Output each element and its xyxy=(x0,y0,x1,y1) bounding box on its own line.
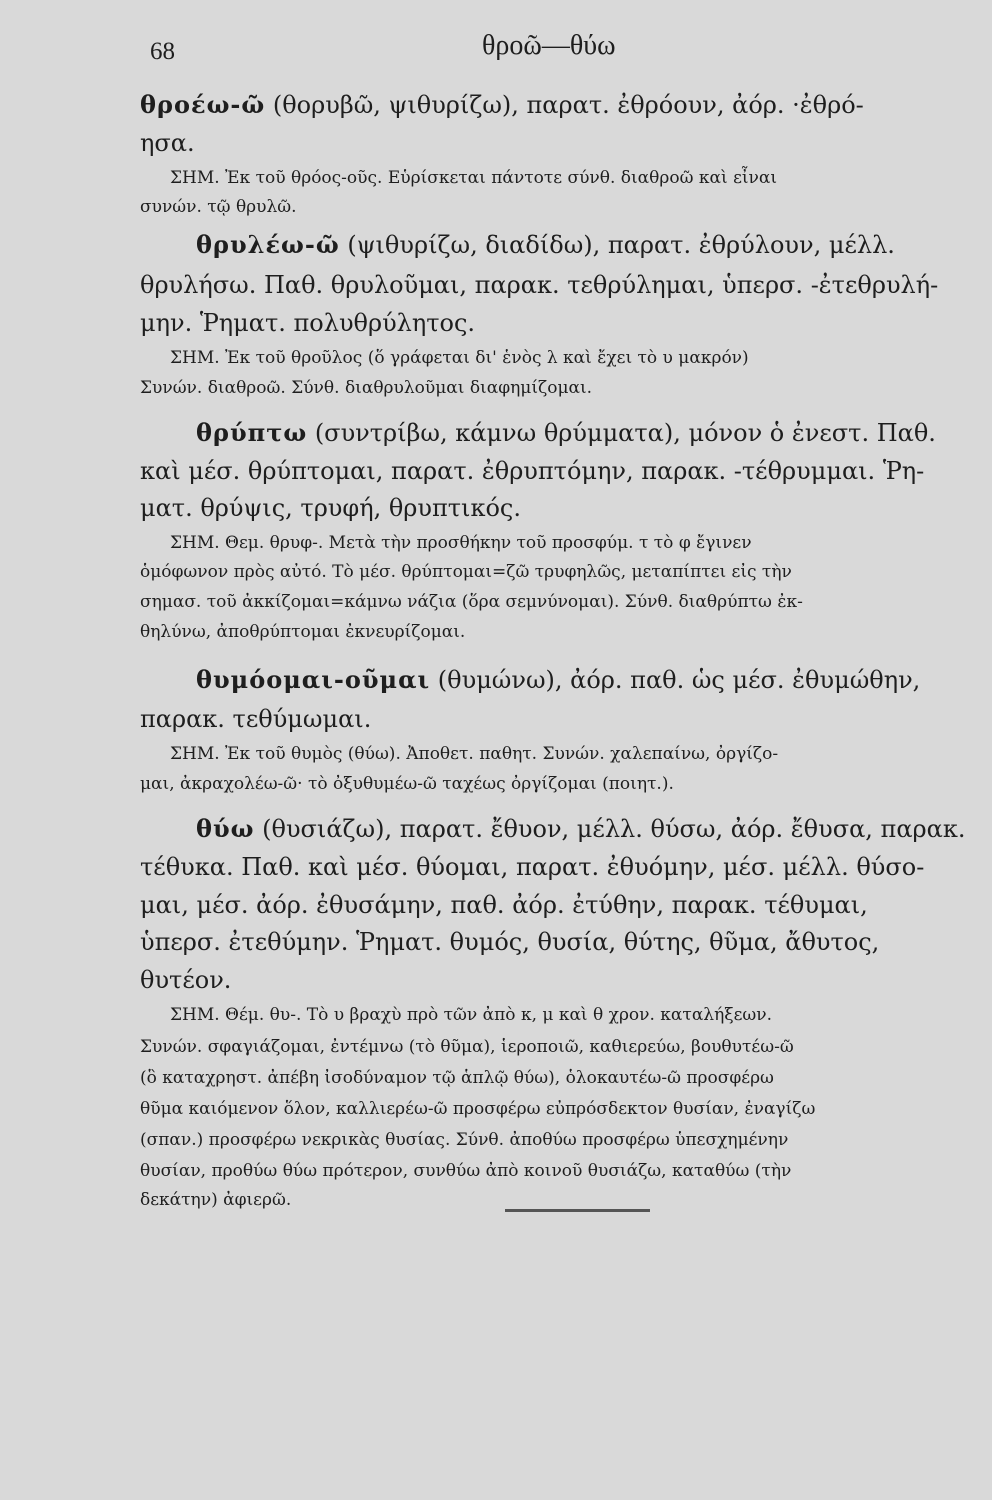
entry-text: καὶ μέσ. θρύπτομαι, παρατ. ἐθρυπτόμην, παρακ. -τέθρυμμαι. Ῥη- xyxy=(140,457,925,485)
entry-text: (ψιθυρίζω, διαδίδω), παρατ. ἐθρύλουν, μέλλ. xyxy=(339,231,895,259)
note-line: ΣΗΜ. Θεμ. θρυφ-. Μετὰ τὴν προσθήκην τοῦ προσφύμ. τ τὸ φ ἔγινεν xyxy=(170,533,752,553)
entry-text: μην. Ῥηματ. πολυθρύλητος. xyxy=(140,309,476,337)
note-line: θυσίαν, προθύω θύω πρότερον, συνθύω ἀπὸ κοινοῦ θυσιάζω, καταθύω (τὴν xyxy=(140,1161,792,1181)
note-line: δεκάτην) ἀφιερῶ. xyxy=(140,1190,292,1210)
entry-line xyxy=(196,418,992,448)
entry-line xyxy=(140,493,960,523)
note-line: σημασ. τοῦ ἀκκίζομαι=κάμνω νάζια (ὅρα σεμνύνομαι). Σύνθ. διαθρύπτω ἐκ- xyxy=(140,592,803,612)
note-line: ΣΗΜ. Θέμ. θυ-. Τὸ υ βραχὺ πρὸ τῶν ἀπὸ κ, μ καὶ θ χρον. καταλήξεων. xyxy=(170,1005,773,1025)
note-line: θηλύνω, ἀποθρύπτομαι ἐκνευρίζομαι. xyxy=(140,622,466,642)
page-number: 68 xyxy=(150,38,175,65)
entry-line xyxy=(140,704,960,734)
note-line: ΣΗΜ. Ἐκ τοῦ θρόος-οῦς. Εὑρίσκεται πάντοτε σύνθ. διαθροῶ καὶ εἶναι xyxy=(170,168,778,188)
entry-text: μαι, μέσ. ἀόρ. ἐθυσάμην, παθ. ἀόρ. ἐτύθην, παρακ. τέθυμαι, xyxy=(140,891,868,919)
entry-text: (θυσιάζω), παρατ. ἔθυον, μέλλ. θύσω, ἀόρ. ἔθυσα, παρακ. xyxy=(254,815,966,843)
note-line: ΣΗΜ. Ἐκ τοῦ θυμὸς (θύω). Ἀποθετ. παθητ. Συνών. χαλεπαίνω, ὀργίζο- xyxy=(170,744,779,764)
entry-text: θρυλήσω. Παθ. θρυλοῦμαι, παρακ. τεθρύλημαι, ὑπερσ. -ἐτεθρυλή- xyxy=(140,271,939,299)
entry-line xyxy=(196,230,992,260)
headword: θροέω-ῶ xyxy=(140,90,266,119)
entry-line xyxy=(140,927,960,957)
entry-line xyxy=(196,665,992,695)
entry-line xyxy=(140,308,960,338)
entry-line xyxy=(140,965,960,995)
note-line: ΣΗΜ. Ἐκ τοῦ θροῦλος (ὅ γράφεται δι' ἑνὸς λ καὶ ἔχει τὸ υ μακρόν) xyxy=(170,348,749,368)
headword: θρύπτω xyxy=(196,418,308,447)
note-line: Συνών. σφαγιάζομαι, ἐντέμνω (τὸ θῦμα), ἱεροποιῶ, καθιερεύω, βουθυτέω-ῶ xyxy=(140,1037,794,1057)
entry-line xyxy=(140,270,960,300)
entry-text: (θυμώνω), ἀόρ. παθ. ὡς μέσ. ἐθυμώθην, xyxy=(430,666,921,694)
headword: θρυλέω-ῶ xyxy=(196,230,340,259)
entry-text: (συντρίβω, κάμνω θρύμματα), μόνον ὁ ἐνεστ. Παθ. xyxy=(307,419,936,447)
entry-line xyxy=(140,852,960,882)
entry-text: παρακ. τεθύμωμαι. xyxy=(140,705,372,733)
note-line: θῦμα καιόμενον ὅλον, καλλιερέω-ῶ προσφέρω εὐπρόσδεκτον θυσίαν, ἐναγίζω xyxy=(140,1099,816,1119)
entry-line xyxy=(140,128,960,158)
entry-line xyxy=(196,814,992,844)
section-divider xyxy=(505,1209,650,1212)
headword: θύω xyxy=(196,814,255,843)
entry-line xyxy=(140,890,960,920)
entry-text: ησα. xyxy=(140,129,195,157)
entry-text: θυτέον. xyxy=(140,966,232,994)
note-line: μαι, ἀκραχολέω-ῶ· τὸ ὀξυθυμέω-ῶ ταχέως ὀργίζομαι (ποιητ.). xyxy=(140,774,674,794)
entry-text: ὑπερσ. ἐτεθύμην. Ῥηματ. θυμός, θυσία, θύτης, θῦμα, ἄθυτος, xyxy=(140,928,880,956)
headword: θυμόομαι-οῦμαι xyxy=(196,665,431,694)
note-line: (ὃ καταχρηστ. ἀπέβη ἰσοδύναμον τῷ ἁπλῷ θύω), ὁλοκαυτέω-ῶ προσφέρω xyxy=(140,1068,774,1088)
note-line: Συνών. διαθροῶ. Σύνθ. διαθρυλοῦμαι διαφημίζομαι. xyxy=(140,378,593,398)
entry-text: (θορυβῶ, ψιθυρίζω), παρατ. ἐθρόουν, ἀόρ. ·ἐθρό- xyxy=(265,91,864,119)
entry-text: ματ. θρύψις, τρυφή, θρυπτικός. xyxy=(140,494,521,522)
entry-line xyxy=(140,456,960,486)
entry-text: τέθυκα. Παθ. καὶ μέσ. θύομαι, παρατ. ἐθυόμην, μέσ. μέλλ. θύσο- xyxy=(140,853,925,881)
note-line: ὁμόφωνον πρὸς αὐτό. Τὸ μέσ. θρύπτομαι=ζῶ τρυφηλῶς, μεταπίπτει εἰς τὴν xyxy=(140,562,792,582)
entry-line xyxy=(140,90,960,120)
running-header: θροῶ—θύω xyxy=(482,30,616,61)
note-line: συνών. τῷ θρυλῶ. xyxy=(140,197,297,217)
note-line: (σπαν.) προσφέρω νεκρικὰς θυσίας. Σύνθ. ἀποθύω προσφέρω ὑπεσχημένην xyxy=(140,1130,789,1150)
